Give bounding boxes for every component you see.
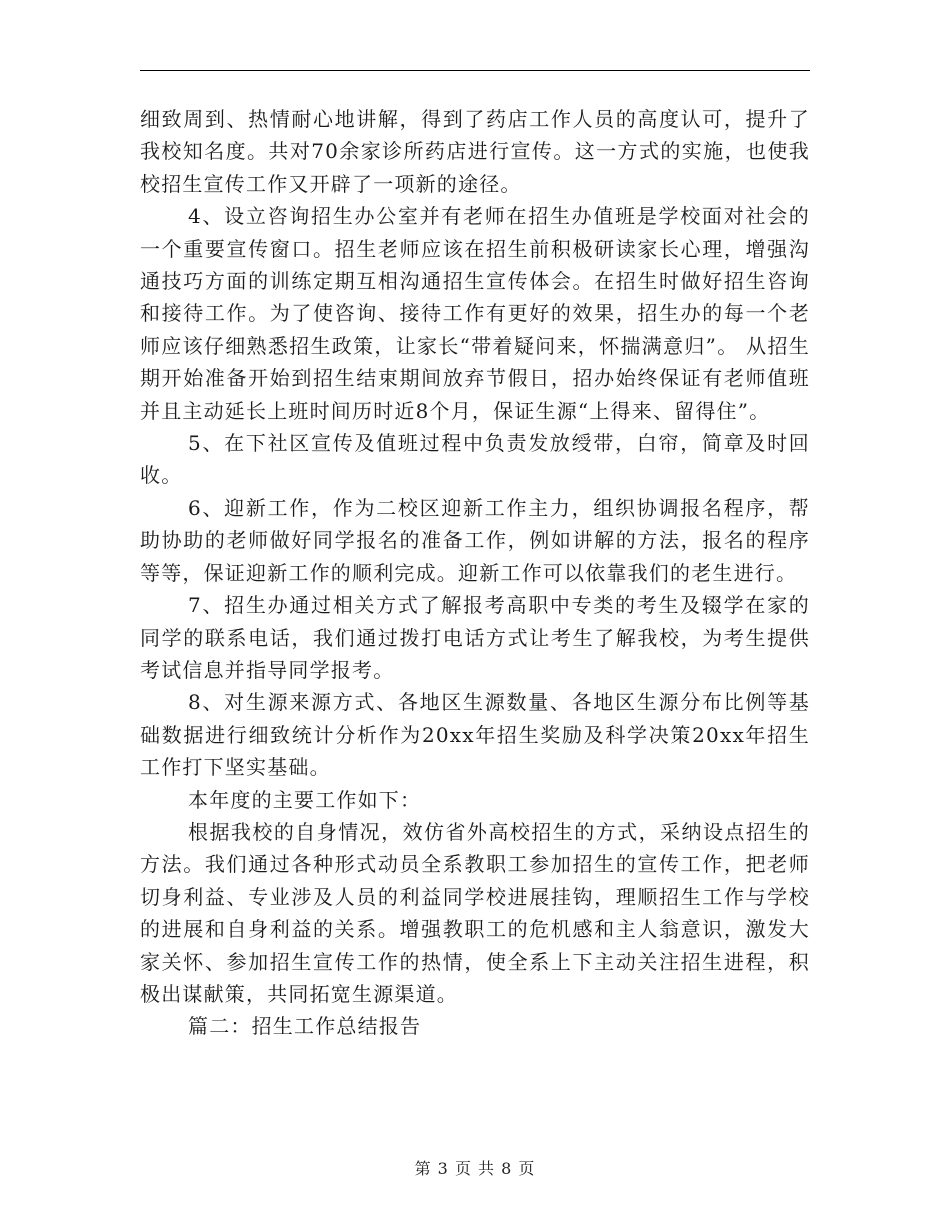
- section-heading: 篇二：招生工作总结报告: [188, 1014, 422, 1039]
- header-rule: [140, 70, 810, 71]
- paragraph-main-work: 根据我校的自身情况，效仿省外高校招生的方式，采纳设点招生的方法。我们通过各种形式动员全系教职工参加招生的宣传工作，把老师切身利益、专业涉及人员的利益同学校进展挂钩，理顺招生工作与学校的进展和自身利益的关系。增强教职工的危机感和主人翁意识，激发大家关怀、参加招生宣传工作的热情，使全系上下主动关注招生进程，积极出谋献策，共同拓宽生源渠道。: [140, 819, 810, 1006]
- paragraph-item-7: 7、招生办通过相关方式了解报考高职中专类的考生及辍学在家的同学的联系电话，我们通过拨打电话方式让考生了解我校，为考生提供考试信息并指导同学报考。: [140, 593, 810, 682]
- paragraph-item-6: 6、迎新工作，作为二校区迎新工作主力，组织协调报名程序，帮助协助的老师做好同学报名的准备工作，例如讲解的方法，报名的程序等等，保证迎新工作的顺利完成。迎新工作可以依靠我们的老生进行。: [140, 495, 810, 585]
- paragraph-item-8: 8、对生源来源方式、各地区生源数量、各地区生源分布比例等基础数据进行细致统计分析作为20xx年招生奖励及科学决策20xx年招生工作打下坚实基础。: [140, 690, 810, 780]
- paragraph-item-5: 5、在下社区宣传及值班过程中负责发放绶带，白帘，简章及时回收。: [140, 431, 810, 488]
- paragraph-item-4: 4、设立咨询招生办公室并有老师在招生办值班是学校面对社会的一个重要宣传窗口。招生老师应该在招生前积极研读家长心理，增强沟通技巧方面的训练定期互相沟通招生宣传体会。在招生时做好招生咨询和接待工作。为了使咨询、接待工作有更好的效果，招生办的每一个老师应该仔细熟悉招生政策，让家长“带着疑问来，怀揣满意归”。 从招生期开始准备开始到招生结束期间放弃节假日，招办始终保证有老师值班并且主动延长上班时间历时近8个月，保证生源“上得来、留得住”。: [140, 204, 810, 423]
- paragraph-main-work-heading: 本年度的主要工作如下：: [188, 787, 422, 812]
- document-body: [140, 103, 810, 1043]
- paragraph-continuation: 细致周到、热情耐心地讲解，得到了药店工作人员的高度认可，提升了我校知名度。共对70余家诊所药店进行宣传。这一方式的实施，也使我校招生宣传工作又开辟了一项新的途径。: [140, 107, 810, 196]
- page-number: 第 3 页 共 8 页: [414, 1159, 536, 1178]
